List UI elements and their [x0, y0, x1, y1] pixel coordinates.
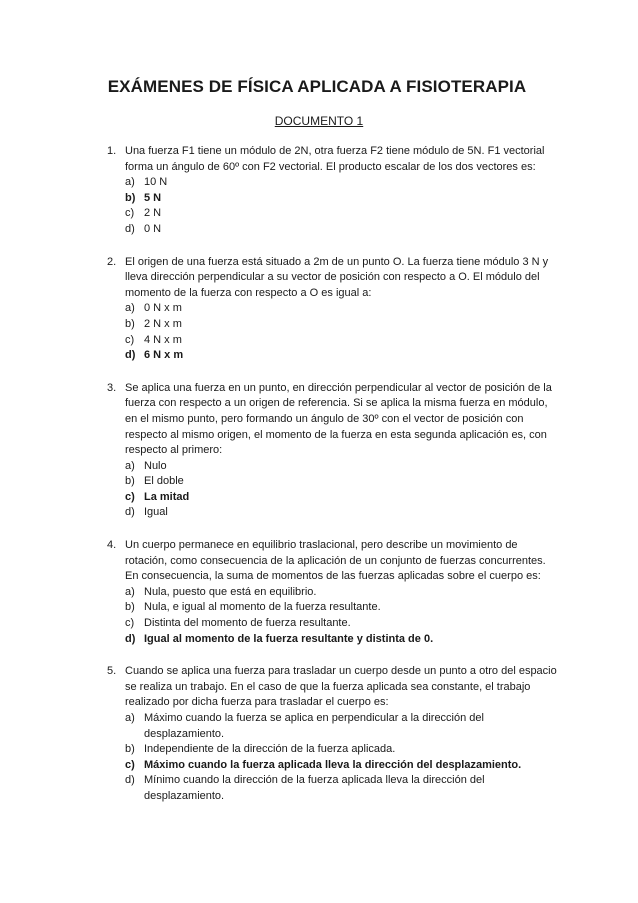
question-body	[125, 664, 557, 804]
option-text: Nula, e igual al momento de la fuerza resultante.	[144, 601, 381, 614]
option-text: Nulo	[144, 459, 167, 472]
option-letter: b)	[125, 601, 135, 614]
option-letter: a)	[125, 585, 135, 598]
option-text: Distinta del momento de fuerza resultante.	[144, 617, 351, 630]
document-title: EXÁMENES DE FÍSICA APLICADA A FISIOTERAPIA	[107, 77, 527, 96]
option-text: 4 N x m	[144, 333, 182, 346]
option-text: Máximo cuando la fuerza aplicada lleva la dirección del desplazamiento.	[144, 758, 522, 771]
question-list	[107, 144, 557, 822]
question-body	[125, 255, 557, 364]
option-letter: b)	[125, 191, 136, 204]
option-text: Nula, puesto que está en equilibrio.	[144, 585, 317, 598]
option-text: 0 N x m	[144, 302, 182, 315]
option-letter: d)	[125, 349, 136, 362]
answer-option	[125, 600, 557, 616]
question-body	[125, 144, 557, 238]
answer-option-correct	[125, 490, 557, 506]
option-text: Igual	[144, 506, 168, 519]
option-text: Independiente de la dirección de la fuerza aplicada.	[144, 743, 396, 756]
document-subtitle-text: DOCUMENTO 1	[274, 114, 364, 128]
answer-option	[125, 742, 557, 758]
answer-option	[125, 505, 557, 521]
question-item	[107, 255, 557, 364]
option-text: 2 N	[144, 207, 162, 220]
question-text: Una fuerza F1 tiene un módulo de 2N, otra fuerza F2 tiene módulo de 5N. F1 vectorial forma un ángulo de 60º con F2 vectorial. El producto escalar de los dos vectores es:	[125, 145, 545, 173]
option-letter: a)	[125, 176, 135, 189]
answer-option	[125, 616, 557, 632]
option-text: El doble	[144, 475, 184, 488]
option-letter: d)	[125, 222, 135, 235]
question-number: 3.	[107, 381, 117, 394]
option-text: Máximo cuando la fuerza se aplica en perpendicular a la dirección del desplazamiento.	[144, 712, 484, 740]
answer-option	[125, 317, 557, 333]
option-letter: d)	[125, 632, 136, 645]
option-letter: b)	[125, 317, 135, 330]
answer-option-correct	[125, 348, 557, 364]
option-letter: a)	[125, 302, 135, 315]
answer-option	[125, 773, 557, 804]
question-item	[107, 538, 557, 647]
answer-option	[125, 585, 557, 601]
document-subtitle	[0, 114, 638, 128]
question-body	[125, 538, 557, 647]
question-item	[107, 144, 557, 238]
answer-option	[125, 459, 557, 475]
option-text: 10 N	[144, 176, 168, 189]
answer-option	[125, 222, 557, 238]
answer-option	[125, 175, 557, 191]
option-text: 0 N	[144, 222, 162, 235]
option-letter: a)	[125, 712, 135, 724]
answer-option	[125, 474, 557, 490]
question-item	[107, 381, 557, 521]
question-number: 1.	[107, 145, 117, 157]
answer-option-correct	[125, 632, 557, 648]
option-text: Mínimo cuando la dirección de la fuerza aplicada lleva la dirección del desplazamiento.	[144, 774, 485, 802]
question-number: 2.	[107, 255, 117, 268]
option-letter: d)	[125, 506, 135, 519]
option-text: 6 N x m	[144, 349, 184, 362]
option-text: Igual al momento de la fuerza resultante y distinta de 0.	[144, 632, 434, 645]
option-letter: c)	[125, 758, 135, 771]
question-number: 4.	[107, 539, 117, 552]
answer-option-correct	[125, 191, 557, 207]
option-letter: a)	[125, 459, 135, 472]
option-letter: b)	[125, 743, 135, 756]
option-letter: c)	[125, 207, 135, 220]
answer-option	[125, 301, 557, 317]
option-text: La mitad	[144, 490, 190, 503]
question-number: 5.	[107, 665, 117, 678]
answer-option	[125, 206, 557, 222]
question-text: El origen de una fuerza está situado a 2m de un punto O. La fuerza tiene módulo 3 N y lleva dirección perpendicular a su vector de posición con respecto a O. El módulo del momento de la fuerza con respecto a O es igual a:	[125, 255, 549, 299]
answer-option-correct	[125, 758, 557, 774]
question-text: Cuando se aplica una fuerza para trasladar un cuerpo desde un punto a otro del espacio se realiza un trabajo. En el caso de que la fuerza aplicada sea constante, el trabajo realizado por dicha fuerza para trasladar el cuerpo es:	[125, 665, 557, 709]
option-letter: c)	[125, 617, 135, 630]
option-text: 2 N x m	[144, 317, 182, 330]
answer-option	[125, 711, 557, 742]
question-body	[125, 381, 557, 521]
option-letter: b)	[125, 475, 135, 488]
question-text: Un cuerpo permanece en equilibrio traslacional, pero describe un movimiento de rotación, como consecuencia de la aplicación de un conjunto de fuerzas concurrentes. En consecuencia, la suma de momentos de las fuerzas aplicadas sobre el cuerpo es:	[125, 539, 546, 583]
option-letter: c)	[125, 333, 135, 346]
option-letter: d)	[125, 774, 135, 787]
option-text: 5 N	[144, 191, 162, 204]
question-text: Se aplica una fuerza en un punto, en dirección perpendicular al vector de posición de la fuerza con respecto a un origen de referencia. Si se aplica la misma fuerza en módulo, en el mismo punto, pero formando un ángulo de 30º con el vector de posición con respecto al mismo origen, el momento de la fuerza en esta segunda aplicación es, con respecto al primero:	[125, 381, 552, 457]
option-letter: c)	[125, 490, 135, 503]
answer-option	[125, 333, 557, 349]
question-item	[107, 664, 557, 804]
